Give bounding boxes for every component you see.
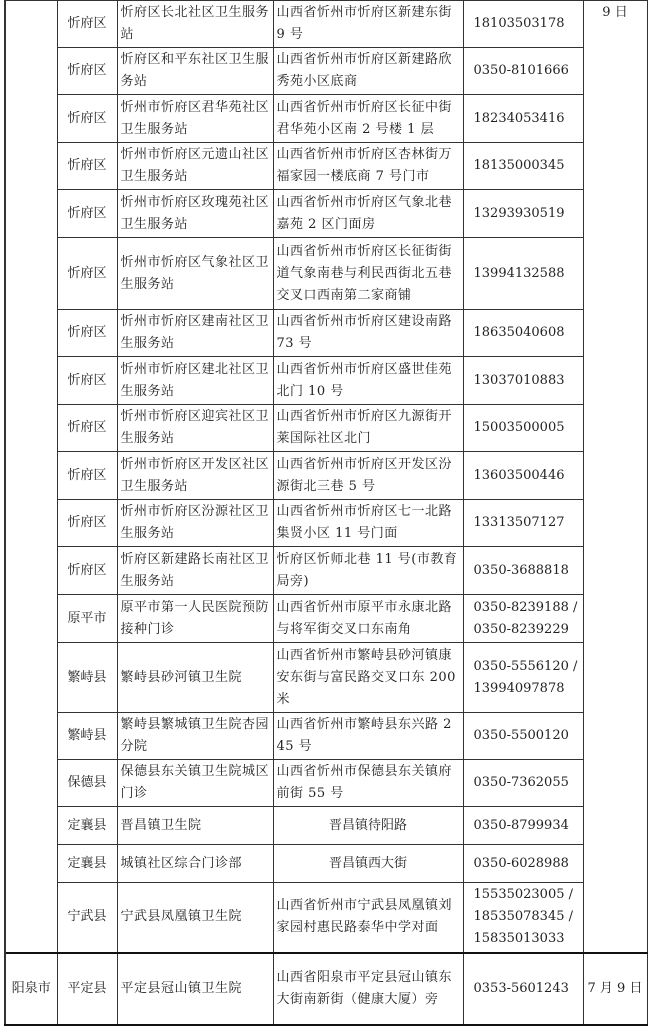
- table-row: [5, 1, 647, 48]
- table-row: [5, 595, 647, 643]
- site-name-cell: 忻州市忻府区汾源社区卫生服务站: [117, 500, 273, 547]
- table-row: [5, 405, 647, 452]
- address-cell: 山西省阳泉市平定县冠山镇东大街南新街（健康大厦）旁: [273, 953, 463, 1025]
- district-cell: 忻府区: [57, 500, 117, 547]
- phone-cell: 0350-5500120: [463, 713, 583, 760]
- address-cell: 山西省忻州市忻府区盛世佳苑北门 10 号: [273, 357, 463, 405]
- address-cell: 山西省忻州市忻府区杏林街万福家园一楼底商 7 号门市: [273, 143, 463, 190]
- district-cell: 忻府区: [57, 190, 117, 238]
- site-name-cell: 保德县东关镇卫生院城区门诊: [117, 760, 273, 807]
- table-row: [5, 238, 647, 310]
- district-cell: 繁峙县: [57, 713, 117, 760]
- phone-cell: 0350-6028988: [463, 845, 583, 883]
- site-name-cell: 忻府区和平东社区卫生服务站: [117, 48, 273, 95]
- table-row: [5, 95, 647, 143]
- site-name-cell: 忻州市忻府区玫瑰苑社区卫生服务站: [117, 190, 273, 238]
- table-row: [5, 643, 647, 713]
- address-cell: 忻府区忻师北巷 11 号(市教育局旁): [273, 547, 463, 595]
- phone-cell: 18635040608: [463, 310, 583, 357]
- address-cell: 晋昌镇西大街: [273, 845, 463, 883]
- phone-cell: 15535023005 /18535078345 /15835013033: [463, 883, 583, 953]
- site-name-cell: 忻州市忻府区气象社区卫生服务站: [117, 238, 273, 310]
- table-row: [5, 713, 647, 760]
- table-row: [5, 883, 647, 953]
- phone-cell: 18234053416: [463, 95, 583, 143]
- site-name-cell: 忻州市忻府区建南社区卫生服务站: [117, 310, 273, 357]
- phone-cell: 13293930519: [463, 190, 583, 238]
- district-cell: 定襄县: [57, 845, 117, 883]
- phone-cell: 18103503178: [463, 1, 583, 48]
- address-cell: 山西省忻州市忻府区新建东街 9 号: [273, 1, 463, 48]
- district-cell: 平定县: [57, 953, 117, 1025]
- address-cell: 山西省忻州市宁武县凤凰镇刘家园村惠民路泰华中学对面: [273, 883, 463, 953]
- table-row: [5, 452, 647, 500]
- table-row: [5, 190, 647, 238]
- address-cell: 山西省忻州市忻府区长征中街君华苑小区南 2 号楼 1 层: [273, 95, 463, 143]
- phone-cell: 0350-3688818: [463, 547, 583, 595]
- phone-cell: 15003500005: [463, 405, 583, 452]
- site-name-cell: 忻州市忻府区迎宾社区卫生服务站: [117, 405, 273, 452]
- address-cell: 山西省忻州市繁峙县东兴路 245 号: [273, 713, 463, 760]
- vaccination-sites-table: [4, 0, 648, 1026]
- address-cell: 山西省忻州市忻府区九源街开莱国际社区北门: [273, 405, 463, 452]
- phone-cell: 0350-8101666: [463, 48, 583, 95]
- district-cell: 忻府区: [57, 1, 117, 48]
- table-row: [5, 310, 647, 357]
- table-row: [5, 807, 647, 845]
- district-cell: 忻府区: [57, 95, 117, 143]
- district-cell: 宁武县: [57, 883, 117, 953]
- phone-cell: 0350-7362055: [463, 760, 583, 807]
- site-name-cell: 城镇社区综合门诊部: [117, 845, 273, 883]
- table-row: [5, 48, 647, 95]
- district-cell: 忻府区: [57, 452, 117, 500]
- site-name-cell: 忻府区长北社区卫生服务站: [117, 1, 273, 48]
- table-row: [5, 760, 647, 807]
- phone-cell: 0353-5601243: [463, 953, 583, 1025]
- address-cell: 山西省忻州市原平市永康北路与将军街交叉口东南角: [273, 595, 463, 643]
- site-name-cell: 繁峙县砂河镇卫生院: [117, 643, 273, 713]
- phone-cell: 13313507127: [463, 500, 583, 547]
- city-cell: 阳泉市: [5, 953, 57, 1025]
- address-cell: 山西省忻州市繁峙县砂河镇康安东街与富民路交叉口东 200 米: [273, 643, 463, 713]
- site-name-cell: 忻府区新建路长南社区卫生服务站: [117, 547, 273, 595]
- table-row: [5, 953, 647, 1025]
- district-cell: 保德县: [57, 760, 117, 807]
- address-cell: 山西省忻州市忻府区气象北巷嘉苑 2 区门面房: [273, 190, 463, 238]
- date-cell: 9 日: [583, 1, 647, 953]
- district-cell: 定襄县: [57, 807, 117, 845]
- district-cell: 忻府区: [57, 310, 117, 357]
- site-name-cell: 宁武县凤凰镇卫生院: [117, 883, 273, 953]
- phone-cell: 0350-8799934: [463, 807, 583, 845]
- phone-cell: 13037010883: [463, 357, 583, 405]
- site-name-cell: 忻州市忻府区元遗山社区卫生服务站: [117, 143, 273, 190]
- phone-cell: 0350-8239188 /0350-8239229: [463, 595, 583, 643]
- table-row: [5, 500, 647, 547]
- date-cell: 7 月 9 日: [583, 953, 647, 1025]
- site-name-cell: 忻州市忻府区开发区社区卫生服务站: [117, 452, 273, 500]
- district-cell: 忻府区: [57, 547, 117, 595]
- address-cell: 山西省忻州市保德县东关镇府前街 55 号: [273, 760, 463, 807]
- table-row: [5, 547, 647, 595]
- table-row: [5, 143, 647, 190]
- phone-cell: 0350-5556120 /13994097878: [463, 643, 583, 713]
- table-row: [5, 357, 647, 405]
- table-row: [5, 845, 647, 883]
- district-cell: 繁峙县: [57, 643, 117, 713]
- address-cell: 山西省忻州市忻府区开发区汾源街北三巷 5 号: [273, 452, 463, 500]
- phone-cell: 13994132588: [463, 238, 583, 310]
- site-name-cell: 忻州市忻府区君华苑社区卫生服务站: [117, 95, 273, 143]
- site-name-cell: 原平市第一人民医院预防接种门诊: [117, 595, 273, 643]
- site-name-cell: 晋昌镇卫生院: [117, 807, 273, 845]
- address-cell: 晋昌镇待阳路: [273, 807, 463, 845]
- district-cell: 忻府区: [57, 405, 117, 452]
- site-name-cell: 忻州市忻府区建北社区卫生服务站: [117, 357, 273, 405]
- address-cell: 山西省忻州市忻府区长征街街道气象南巷与利民西街北五巷交叉口西南第二家商铺: [273, 238, 463, 310]
- site-name-cell: 平定县冠山镇卫生院: [117, 953, 273, 1025]
- address-cell: 山西省忻州市忻府区七一北路集贤小区 11 号门面: [273, 500, 463, 547]
- district-cell: 忻府区: [57, 143, 117, 190]
- site-name-cell: 繁峙县繁城镇卫生院杏园分院: [117, 713, 273, 760]
- district-cell: 原平市: [57, 595, 117, 643]
- phone-cell: 18135000345: [463, 143, 583, 190]
- city-cell: [5, 1, 57, 953]
- address-cell: 山西省忻州市忻府区新建路欣秀苑小区底商: [273, 48, 463, 95]
- district-cell: 忻府区: [57, 357, 117, 405]
- district-cell: 忻府区: [57, 238, 117, 310]
- district-cell: 忻府区: [57, 48, 117, 95]
- phone-cell: 13603500446: [463, 452, 583, 500]
- address-cell: 山西省忻州市忻府区建设南路 73 号: [273, 310, 463, 357]
